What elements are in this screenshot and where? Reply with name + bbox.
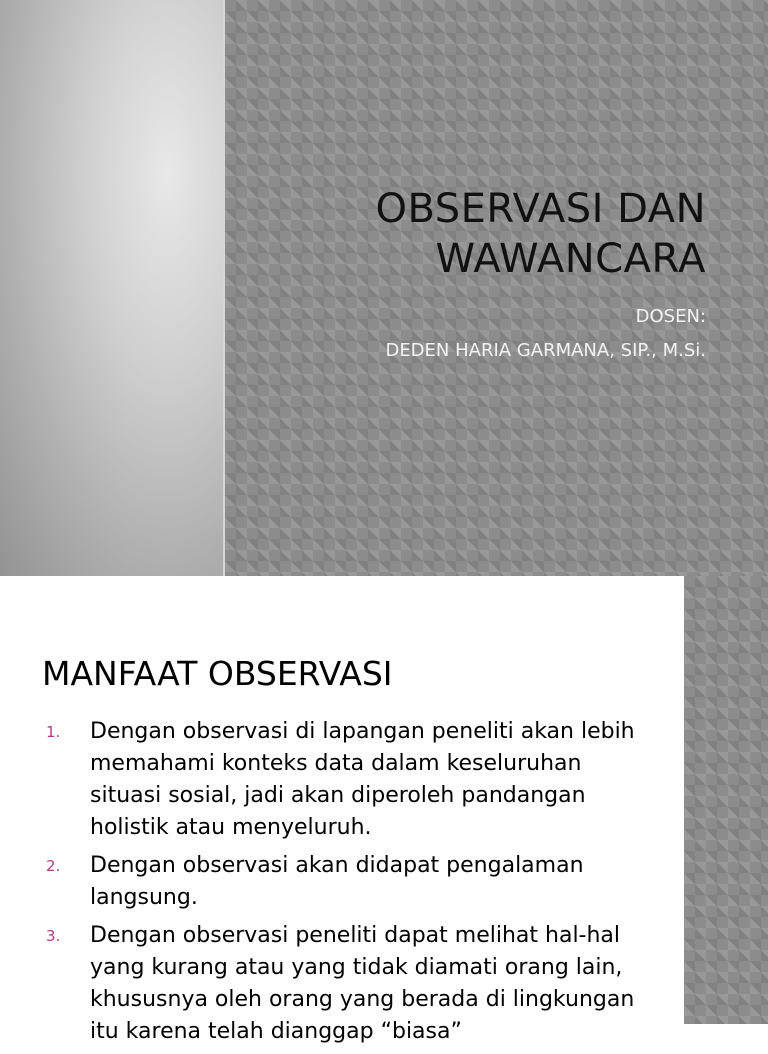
slide-title-line-1: OBSERVASI DAN <box>375 186 706 232</box>
list-item <box>0 850 684 914</box>
content-slide <box>0 576 768 1044</box>
content-slide-body <box>0 576 684 1044</box>
slide-title-line-2: WAWANCARA <box>435 236 706 282</box>
list-item-number: 3. <box>46 927 61 945</box>
list-item-number: 1. <box>46 723 61 741</box>
slide-title <box>246 184 706 284</box>
list-item <box>0 716 684 844</box>
list-item-text: Dengan observasi peneliti dapat melihat hal-hal yang kurang atau yang tidak diamati orang lain, khususnya oleh orang yang berada di lingkungan itu karena telah dianggap “biasa” <box>90 923 635 1044</box>
benefit-list <box>0 716 684 1054</box>
content-slide-pattern-strip <box>684 576 768 1024</box>
slide-subtitle <box>246 300 706 368</box>
subtitle-lecturer-name: DEDEN HARIA GARMANA, SIP., M.Si. <box>385 340 706 361</box>
content-heading: MANFAAT OBSERVASI <box>42 654 393 693</box>
list-item-text: Dengan observasi di lapangan peneliti akan lebih memahami konteks data dalam keseluruhan situasi sosial, jadi akan diperoleh pandangan holistik atau menyeluruh. <box>90 719 635 840</box>
title-slide-left-panel <box>0 0 223 576</box>
title-slide-pattern-panel <box>225 0 768 576</box>
list-item-number: 2. <box>46 857 61 875</box>
list-item-text: Dengan observasi akan didapat pengalaman langsung. <box>90 853 584 910</box>
subtitle-dosen-label: DOSEN: <box>635 306 706 327</box>
list-item <box>0 920 684 1048</box>
